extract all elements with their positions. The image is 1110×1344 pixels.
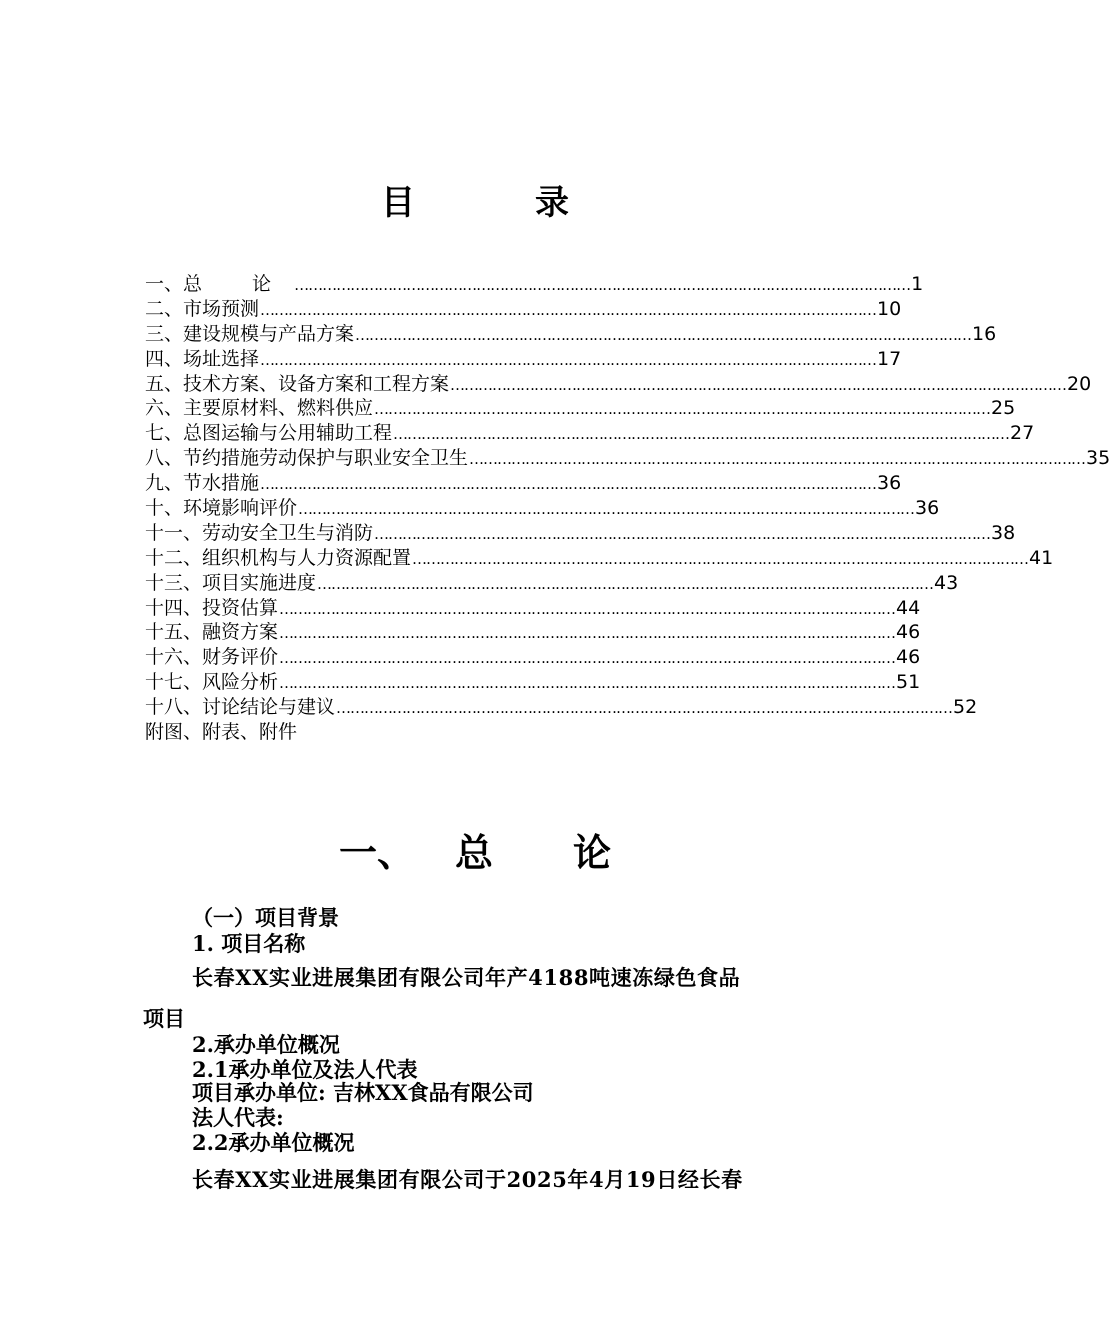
table-of-contents bbox=[145, 272, 1110, 745]
toc-entry-label: 投资估算 bbox=[202, 596, 279, 619]
toc-entry-label: 融资方案 bbox=[202, 621, 279, 644]
toc-leader-dots: …………………………………………………………………………………………………………………… bbox=[279, 624, 896, 643]
toc-entry[interactable] bbox=[145, 322, 997, 347]
item1-heading: 1. 项目名称 bbox=[192, 931, 306, 956]
toc-leader-dots: …………………………………………………………………………………………………………………… bbox=[336, 699, 953, 718]
toc-entry-label: 市场预测 bbox=[183, 297, 260, 320]
toc-entry-page: 20 bbox=[1067, 372, 1092, 395]
toc-entry-label: 场址选择 bbox=[183, 347, 260, 370]
toc-entry-number: 一、 bbox=[145, 273, 184, 295]
section-title-char-2: 论 bbox=[573, 831, 612, 875]
toc-entry-label: 环境影响评价 bbox=[183, 497, 298, 520]
legal-rep-line: 法人代表: bbox=[192, 1105, 284, 1130]
toc-entry[interactable] bbox=[145, 471, 902, 496]
toc-appendix[interactable]: 附图、附表、附件 bbox=[145, 721, 298, 744]
toc-entry-number: 十、 bbox=[145, 497, 184, 520]
subsection-heading: （一）项目背景 bbox=[192, 905, 339, 930]
toc-title-char-2: 录 bbox=[535, 183, 569, 223]
item2-heading: 2.承办单位概况 bbox=[192, 1032, 340, 1057]
toc-entry-number: 十五、 bbox=[145, 621, 203, 644]
toc-entry-label: 技术方案、设备方案和工程方案 bbox=[183, 372, 450, 395]
toc-entry-page: 16 bbox=[972, 322, 997, 345]
toc-entry-number: 六、 bbox=[145, 397, 184, 420]
toc-entry-page: 27 bbox=[1010, 422, 1035, 445]
toc-leader-dots: …………………………………………………………………………………………………………………… bbox=[298, 500, 915, 519]
toc-entry[interactable] bbox=[145, 372, 1092, 397]
toc-entry-number: 十四、 bbox=[145, 596, 203, 619]
toc-title bbox=[0, 175, 950, 224]
toc-entry[interactable] bbox=[145, 496, 940, 521]
toc-entry[interactable] bbox=[145, 421, 1035, 446]
toc-entry-number: 七、 bbox=[145, 422, 184, 445]
toc-entry-label: 风险分析 bbox=[202, 671, 279, 694]
toc-entry-number: 二、 bbox=[145, 297, 184, 320]
toc-leader-dots: …………………………………………………………………………………………………………………… bbox=[450, 375, 1067, 394]
toc-entry-page: 10 bbox=[877, 297, 902, 320]
toc-leader-dots: …………………………………………………………………………………………………………………… bbox=[279, 649, 896, 668]
toc-entry-page: 17 bbox=[877, 347, 902, 370]
toc-leader-dots: …………………………………………………………………………………………………………………… bbox=[260, 300, 877, 319]
toc-entry-label: 节约措施劳动保护与职业安全卫生 bbox=[183, 447, 469, 470]
toc-leader-dots: …………………………………………………………………………………………………………………… bbox=[374, 400, 991, 419]
toc-entry-number: 九、 bbox=[145, 472, 184, 495]
toc-entry-page: 52 bbox=[953, 696, 978, 719]
section-title-char-1: 总 bbox=[454, 831, 493, 875]
toc-entry-label: 项目实施进度 bbox=[202, 571, 317, 594]
toc-entry-label: 节水措施 bbox=[183, 472, 260, 495]
toc-entry-page: 41 bbox=[1029, 546, 1054, 569]
toc-entry[interactable] bbox=[145, 546, 1054, 571]
toc-entry[interactable] bbox=[145, 396, 1016, 421]
overview-line1: 长春XX实业进展集团有限公司于2025年4月19日经长春 bbox=[192, 1167, 743, 1192]
toc-entry[interactable] bbox=[145, 446, 1110, 471]
toc-entry-number: 十二、 bbox=[145, 546, 203, 569]
section-title-number: 一、 bbox=[338, 831, 415, 875]
toc-entry[interactable] bbox=[145, 272, 924, 297]
toc-entry-label: 组织机构与人力资源配置 bbox=[202, 546, 412, 569]
toc-entry-page: 43 bbox=[934, 571, 959, 594]
toc-entry[interactable] bbox=[145, 620, 921, 645]
toc-leader-dots: …………………………………………………………………………………………………………………… bbox=[469, 450, 1086, 469]
toc-entry-label: 主要原材料、燃料供应 bbox=[183, 397, 374, 420]
project-name-line1: 长春XX实业进展集团有限公司年产4188吨速冻绿色食品 bbox=[192, 965, 741, 990]
toc-entry[interactable] bbox=[145, 670, 921, 695]
toc-entry-number: 十三、 bbox=[145, 571, 203, 594]
toc-entry-page: 46 bbox=[896, 621, 921, 644]
toc-entry-number: 十七、 bbox=[145, 671, 203, 694]
toc-entry-page: 38 bbox=[991, 521, 1016, 544]
toc-entry[interactable] bbox=[145, 297, 902, 322]
project-name-line2: 项目 bbox=[143, 1006, 185, 1031]
section-title bbox=[0, 822, 950, 877]
toc-entry-number: 三、 bbox=[145, 322, 184, 345]
toc-entry-label: 总 论 bbox=[183, 273, 294, 295]
toc-entry-label: 财务评价 bbox=[202, 646, 279, 669]
toc-entry-number: 十六、 bbox=[145, 646, 203, 669]
toc-leader-dots: …………………………………………………………………………………………………………………… bbox=[374, 524, 991, 543]
toc-leader-dots: …………………………………………………………………………………………………………………… bbox=[294, 276, 911, 294]
toc-entry-page: 35 bbox=[1086, 447, 1110, 470]
toc-leader-dots: …………………………………………………………………………………………………………………… bbox=[279, 674, 896, 693]
toc-entry[interactable] bbox=[145, 596, 921, 621]
toc-leader-dots: …………………………………………………………………………………………………………………… bbox=[279, 599, 896, 618]
toc-entry-number: 四、 bbox=[145, 347, 184, 370]
toc-entry-label: 总图运输与公用辅助工程 bbox=[183, 422, 393, 445]
toc-entry[interactable] bbox=[145, 695, 978, 720]
toc-entry[interactable] bbox=[145, 571, 959, 596]
toc-entry-number: 十一、 bbox=[145, 521, 203, 544]
toc-leader-dots: …………………………………………………………………………………………………………………… bbox=[260, 475, 877, 494]
toc-title-char-1: 目 bbox=[381, 183, 415, 223]
toc-leader-dots: …………………………………………………………………………………………………………………… bbox=[355, 325, 972, 344]
toc-entry[interactable] bbox=[145, 645, 921, 670]
toc-entry[interactable] bbox=[145, 521, 1016, 546]
toc-entry-number: 十八、 bbox=[145, 696, 203, 719]
toc-entry-page: 51 bbox=[896, 671, 921, 694]
toc-leader-dots: …………………………………………………………………………………………………………………… bbox=[412, 549, 1029, 568]
item2-2-heading: 2.2承办单位概况 bbox=[192, 1130, 355, 1155]
undertaker-line: 项目承办单位: 吉林XX食品有限公司 bbox=[192, 1080, 534, 1105]
toc-leader-dots: …………………………………………………………………………………………………………………… bbox=[317, 574, 934, 593]
toc-entry-label: 劳动安全卫生与消防 bbox=[202, 521, 374, 544]
toc-leader-dots: …………………………………………………………………………………………………………………… bbox=[393, 425, 1010, 444]
toc-entry-label: 讨论结论与建议 bbox=[202, 696, 336, 719]
toc-entry-page: 1 bbox=[911, 273, 924, 295]
toc-entry-page: 44 bbox=[896, 596, 921, 619]
item2-1-heading: 2.1承办单位及法人代表 bbox=[192, 1057, 418, 1082]
toc-entry-page: 36 bbox=[877, 472, 902, 495]
toc-entry[interactable] bbox=[145, 347, 902, 372]
toc-leader-dots: …………………………………………………………………………………………………………………… bbox=[260, 350, 877, 369]
toc-entry-page: 25 bbox=[991, 397, 1016, 420]
toc-entry-page: 46 bbox=[896, 646, 921, 669]
toc-entry-number: 八、 bbox=[145, 447, 184, 470]
toc-entry-number: 五、 bbox=[145, 372, 184, 395]
toc-entry-label: 建设规模与产品方案 bbox=[183, 322, 355, 345]
toc-entry-page: 36 bbox=[915, 497, 940, 520]
